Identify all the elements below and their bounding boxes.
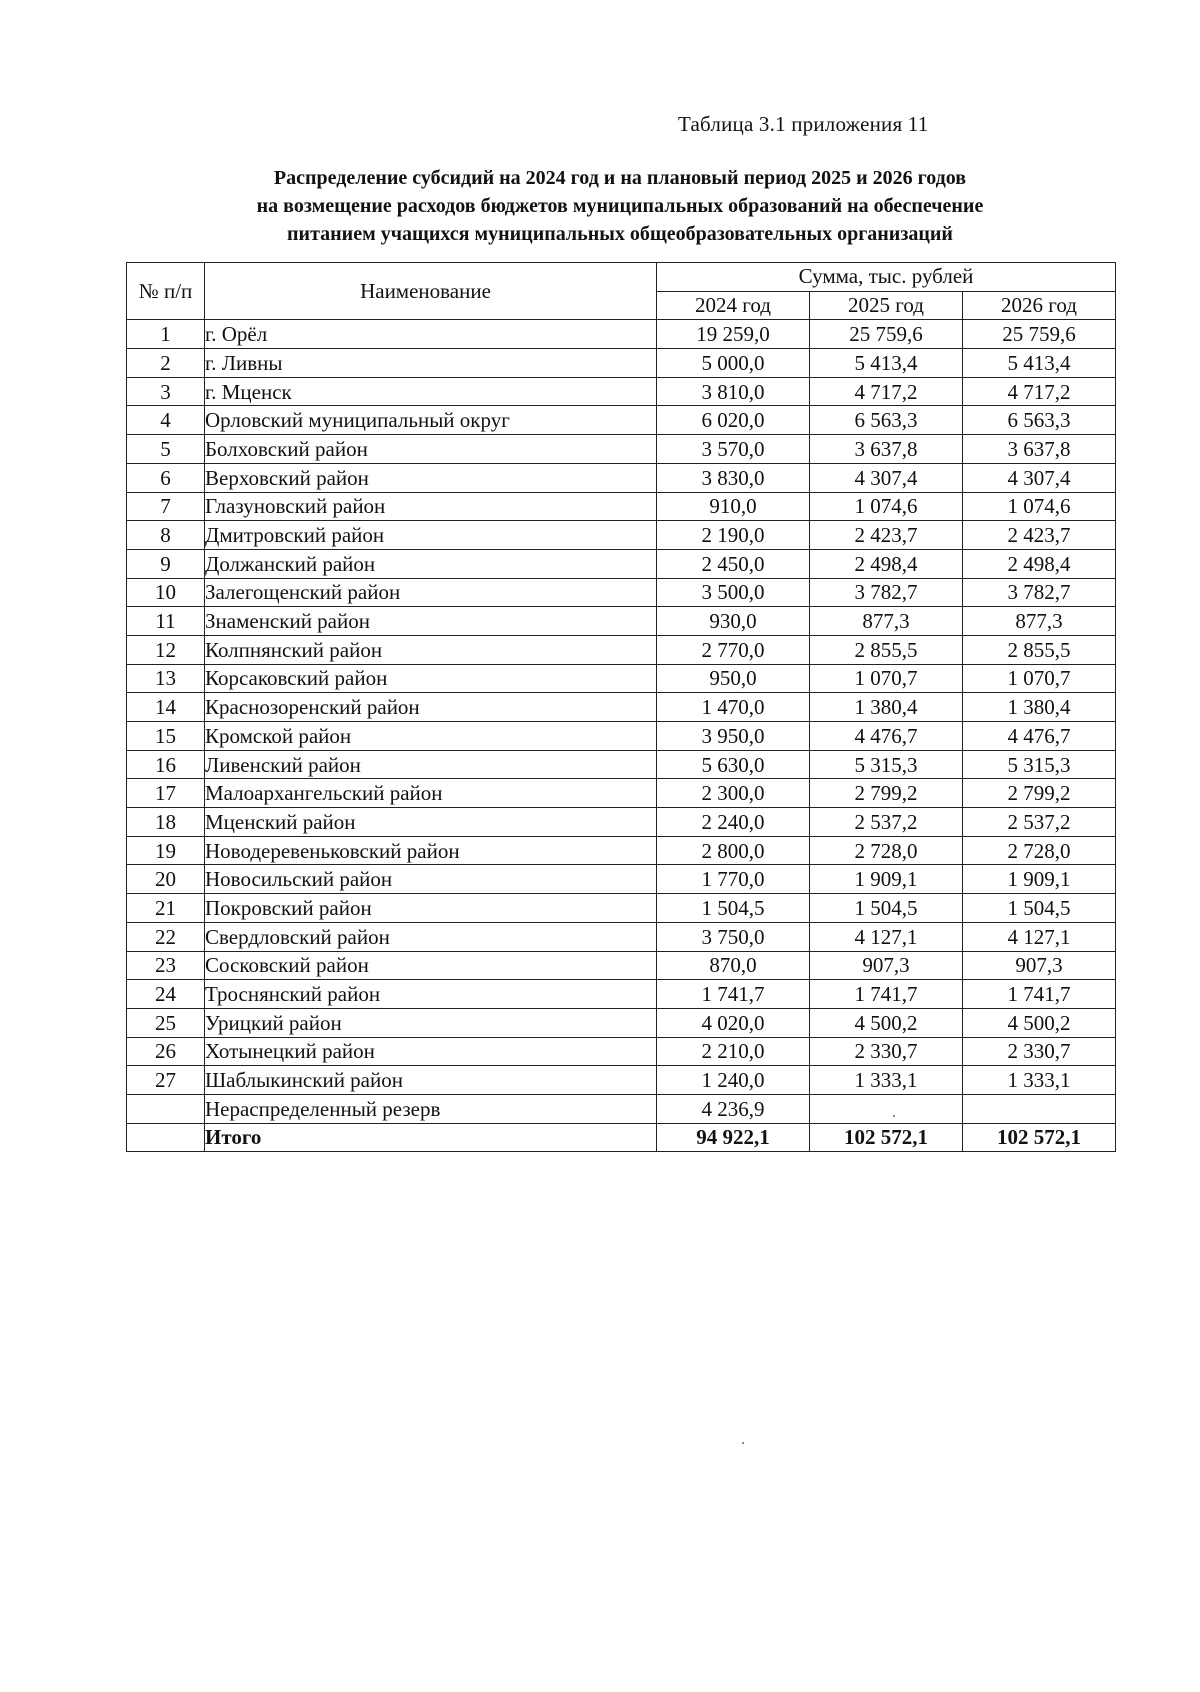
row-name: Колпнянский район xyxy=(205,635,657,664)
row-number: 10 xyxy=(127,578,205,607)
table-row xyxy=(127,320,1116,349)
row-name: Мценский район xyxy=(205,808,657,837)
value-2025: 25 759,6 xyxy=(810,320,963,349)
value-2024: 5 630,0 xyxy=(657,750,810,779)
value-2024: 4 020,0 xyxy=(657,1008,810,1037)
value-2025: 2 330,7 xyxy=(810,1037,963,1066)
value-2024: 3 500,0 xyxy=(657,578,810,607)
value-2025: 1 504,5 xyxy=(810,894,963,923)
value-2026: 5 413,4 xyxy=(963,349,1116,378)
row-number: 3 xyxy=(127,377,205,406)
value-2024: 1 741,7 xyxy=(657,980,810,1009)
table-row xyxy=(127,664,1116,693)
table-row xyxy=(127,922,1116,951)
table-row xyxy=(127,578,1116,607)
table-row xyxy=(127,1066,1116,1095)
value-2025: 5 413,4 xyxy=(810,349,963,378)
value-2024: 870,0 xyxy=(657,951,810,980)
value-2025: 3 637,8 xyxy=(810,435,963,464)
value-2024: 930,0 xyxy=(657,607,810,636)
value-2024: 3 750,0 xyxy=(657,922,810,951)
value-2026: 2 330,7 xyxy=(963,1037,1116,1066)
row-name: Болховский район xyxy=(205,435,657,464)
table-row xyxy=(127,779,1116,808)
table-row xyxy=(127,980,1116,1009)
value-2026: 2 537,2 xyxy=(963,808,1116,837)
value-2026: 1 070,7 xyxy=(963,664,1116,693)
value-2026: 3 637,8 xyxy=(963,435,1116,464)
value-2025: 907,3 xyxy=(810,951,963,980)
row-number: 4 xyxy=(127,406,205,435)
scan-speck xyxy=(893,1115,895,1117)
row-name: Сосковский район xyxy=(205,951,657,980)
row-number: 22 xyxy=(127,922,205,951)
row-number: 5 xyxy=(127,435,205,464)
row-name: Хотынецкий район xyxy=(205,1037,657,1066)
row-name: Итого xyxy=(205,1123,657,1152)
row-number: 21 xyxy=(127,894,205,923)
row-number: 8 xyxy=(127,521,205,550)
value-2026: 25 759,6 xyxy=(963,320,1116,349)
row-name: Троснянский район xyxy=(205,980,657,1009)
row-name: г. Мценск xyxy=(205,377,657,406)
value-2026: 1 741,7 xyxy=(963,980,1116,1009)
table-row xyxy=(127,693,1116,722)
value-2026: 2 498,4 xyxy=(963,549,1116,578)
value-2026: 1 909,1 xyxy=(963,865,1116,894)
value-2025: 1 333,1 xyxy=(810,1066,963,1095)
value-2026: 1 380,4 xyxy=(963,693,1116,722)
value-2026: 5 315,3 xyxy=(963,750,1116,779)
value-2024: 94 922,1 xyxy=(657,1123,810,1152)
table-row xyxy=(127,865,1116,894)
table-row xyxy=(127,1094,1116,1123)
row-number: 16 xyxy=(127,750,205,779)
row-name: Краснозоренский район xyxy=(205,693,657,722)
table-row xyxy=(127,951,1116,980)
table-caption: Таблица 3.1 приложения 11 xyxy=(678,112,929,136)
row-number: 13 xyxy=(127,664,205,693)
row-name: Залегощенский район xyxy=(205,578,657,607)
row-name: Урицкий район xyxy=(205,1008,657,1037)
value-2026: 4 127,1 xyxy=(963,922,1116,951)
value-2024: 4 236,9 xyxy=(657,1094,810,1123)
row-number: 24 xyxy=(127,980,205,1009)
value-2026: 877,3 xyxy=(963,607,1116,636)
value-2026: 2 728,0 xyxy=(963,836,1116,865)
value-2025 xyxy=(810,1094,963,1123)
value-2024: 6 020,0 xyxy=(657,406,810,435)
value-2024: 2 190,0 xyxy=(657,521,810,550)
value-2025: 1 909,1 xyxy=(810,865,963,894)
value-2026: 102 572,1 xyxy=(963,1123,1116,1152)
subsidies-table xyxy=(126,262,1116,1152)
value-2024: 2 210,0 xyxy=(657,1037,810,1066)
value-2024: 3 830,0 xyxy=(657,463,810,492)
value-2024: 1 504,5 xyxy=(657,894,810,923)
title-line: питанием учащихся муниципальных общеобразовательных организаций xyxy=(287,223,953,245)
table-row xyxy=(127,406,1116,435)
title-line: Распределение субсидий на 2024 год и на плановый период 2025 и 2026 годов xyxy=(273,167,967,189)
value-2026: 1 074,6 xyxy=(963,492,1116,521)
table-row xyxy=(127,894,1116,923)
row-name: Дмитровский район xyxy=(205,521,657,550)
value-2025: 1 070,7 xyxy=(810,664,963,693)
header-row xyxy=(127,263,1116,292)
value-2025: 4 500,2 xyxy=(810,1008,963,1037)
value-2025: 5 315,3 xyxy=(810,750,963,779)
row-name: Верховский район xyxy=(205,463,657,492)
row-name: Глазуновский район xyxy=(205,492,657,521)
table-body xyxy=(127,320,1116,1152)
value-2025: 2 423,7 xyxy=(810,521,963,550)
value-2026: 2 799,2 xyxy=(963,779,1116,808)
total-row xyxy=(127,1123,1116,1152)
row-number: 1 xyxy=(127,320,205,349)
title-line: на возмещение расходов бюджетов муниципальных образований на обеспечение xyxy=(256,195,984,217)
value-2026 xyxy=(963,1094,1116,1123)
value-2024: 5 000,0 xyxy=(657,349,810,378)
row-number: 12 xyxy=(127,635,205,664)
row-name: Новосильский район xyxy=(205,865,657,894)
row-number: 14 xyxy=(127,693,205,722)
value-2025: 1 741,7 xyxy=(810,980,963,1009)
value-2024: 2 800,0 xyxy=(657,836,810,865)
value-2025: 2 855,5 xyxy=(810,635,963,664)
value-2026: 4 717,2 xyxy=(963,377,1116,406)
row-name: Должанский район xyxy=(205,549,657,578)
value-2026: 2 423,7 xyxy=(963,521,1116,550)
value-2025: 1 380,4 xyxy=(810,693,963,722)
value-2025: 4 307,4 xyxy=(810,463,963,492)
row-name: г. Орёл xyxy=(205,320,657,349)
row-name: Ливенский район xyxy=(205,750,657,779)
row-number: 7 xyxy=(127,492,205,521)
row-number: 6 xyxy=(127,463,205,492)
value-2025: 3 782,7 xyxy=(810,578,963,607)
table-row xyxy=(127,549,1116,578)
table-row xyxy=(127,808,1116,837)
table-row xyxy=(127,607,1116,636)
value-2024: 2 240,0 xyxy=(657,808,810,837)
value-2024: 1 470,0 xyxy=(657,693,810,722)
row-number: 26 xyxy=(127,1037,205,1066)
row-number: 18 xyxy=(127,808,205,837)
value-2024: 2 300,0 xyxy=(657,779,810,808)
table-row xyxy=(127,492,1116,521)
value-2026: 3 782,7 xyxy=(963,578,1116,607)
value-2024: 19 259,0 xyxy=(657,320,810,349)
table-row xyxy=(127,377,1116,406)
value-2026: 6 563,3 xyxy=(963,406,1116,435)
table-row xyxy=(127,1008,1116,1037)
header-year-2025: 2025 год xyxy=(810,291,963,320)
table-row xyxy=(127,435,1116,464)
value-2025: 2 498,4 xyxy=(810,549,963,578)
row-name: Нераспределенный резерв xyxy=(205,1094,657,1123)
value-2026: 907,3 xyxy=(963,951,1116,980)
row-name: Шаблыкинский район xyxy=(205,1066,657,1095)
row-name: Знаменский район xyxy=(205,607,657,636)
header-year-2024: 2024 год xyxy=(657,291,810,320)
table-row xyxy=(127,750,1116,779)
row-name: Орловский муниципальный округ xyxy=(205,406,657,435)
row-name: г. Ливны xyxy=(205,349,657,378)
value-2025: 4 717,2 xyxy=(810,377,963,406)
value-2024: 3 810,0 xyxy=(657,377,810,406)
value-2026: 1 504,5 xyxy=(963,894,1116,923)
table-row xyxy=(127,521,1116,550)
row-number: 20 xyxy=(127,865,205,894)
row-name: Корсаковский район xyxy=(205,664,657,693)
value-2026: 4 476,7 xyxy=(963,722,1116,751)
table-row xyxy=(127,349,1116,378)
value-2026: 2 855,5 xyxy=(963,635,1116,664)
row-name: Новодеревеньковский район xyxy=(205,836,657,865)
row-number xyxy=(127,1123,205,1152)
value-2025: 2 537,2 xyxy=(810,808,963,837)
row-number: 11 xyxy=(127,607,205,636)
row-number: 9 xyxy=(127,549,205,578)
value-2026: 4 307,4 xyxy=(963,463,1116,492)
value-2025: 4 127,1 xyxy=(810,922,963,951)
header-year-2026: 2026 год xyxy=(963,291,1116,320)
table-row xyxy=(127,1037,1116,1066)
scan-speck xyxy=(742,1442,744,1444)
row-number xyxy=(127,1094,205,1123)
value-2025: 2 728,0 xyxy=(810,836,963,865)
row-name: Малоархангельский район xyxy=(205,779,657,808)
row-name: Кромской район xyxy=(205,722,657,751)
value-2024: 1 240,0 xyxy=(657,1066,810,1095)
row-number: 23 xyxy=(127,951,205,980)
header-name: Наименование xyxy=(205,263,657,320)
value-2025: 2 799,2 xyxy=(810,779,963,808)
value-2024: 950,0 xyxy=(657,664,810,693)
value-2024: 3 950,0 xyxy=(657,722,810,751)
table-row xyxy=(127,463,1116,492)
table-row xyxy=(127,635,1116,664)
row-name: Покровский район xyxy=(205,894,657,923)
row-number: 19 xyxy=(127,836,205,865)
value-2025: 6 563,3 xyxy=(810,406,963,435)
value-2024: 1 770,0 xyxy=(657,865,810,894)
value-2024: 3 570,0 xyxy=(657,435,810,464)
value-2024: 910,0 xyxy=(657,492,810,521)
value-2025: 877,3 xyxy=(810,607,963,636)
value-2024: 2 770,0 xyxy=(657,635,810,664)
row-number: 2 xyxy=(127,349,205,378)
row-number: 17 xyxy=(127,779,205,808)
row-number: 27 xyxy=(127,1066,205,1095)
table-row xyxy=(127,722,1116,751)
header-sum: Сумма, тыс. рублей xyxy=(657,263,1116,292)
row-name: Свердловский район xyxy=(205,922,657,951)
value-2024: 2 450,0 xyxy=(657,549,810,578)
document-title xyxy=(120,164,1120,248)
header-number: № п/п xyxy=(127,263,205,320)
value-2025: 102 572,1 xyxy=(810,1123,963,1152)
table-row xyxy=(127,836,1116,865)
row-number: 25 xyxy=(127,1008,205,1037)
value-2026: 1 333,1 xyxy=(963,1066,1116,1095)
row-number: 15 xyxy=(127,722,205,751)
value-2026: 4 500,2 xyxy=(963,1008,1116,1037)
value-2025: 4 476,7 xyxy=(810,722,963,751)
value-2025: 1 074,6 xyxy=(810,492,963,521)
